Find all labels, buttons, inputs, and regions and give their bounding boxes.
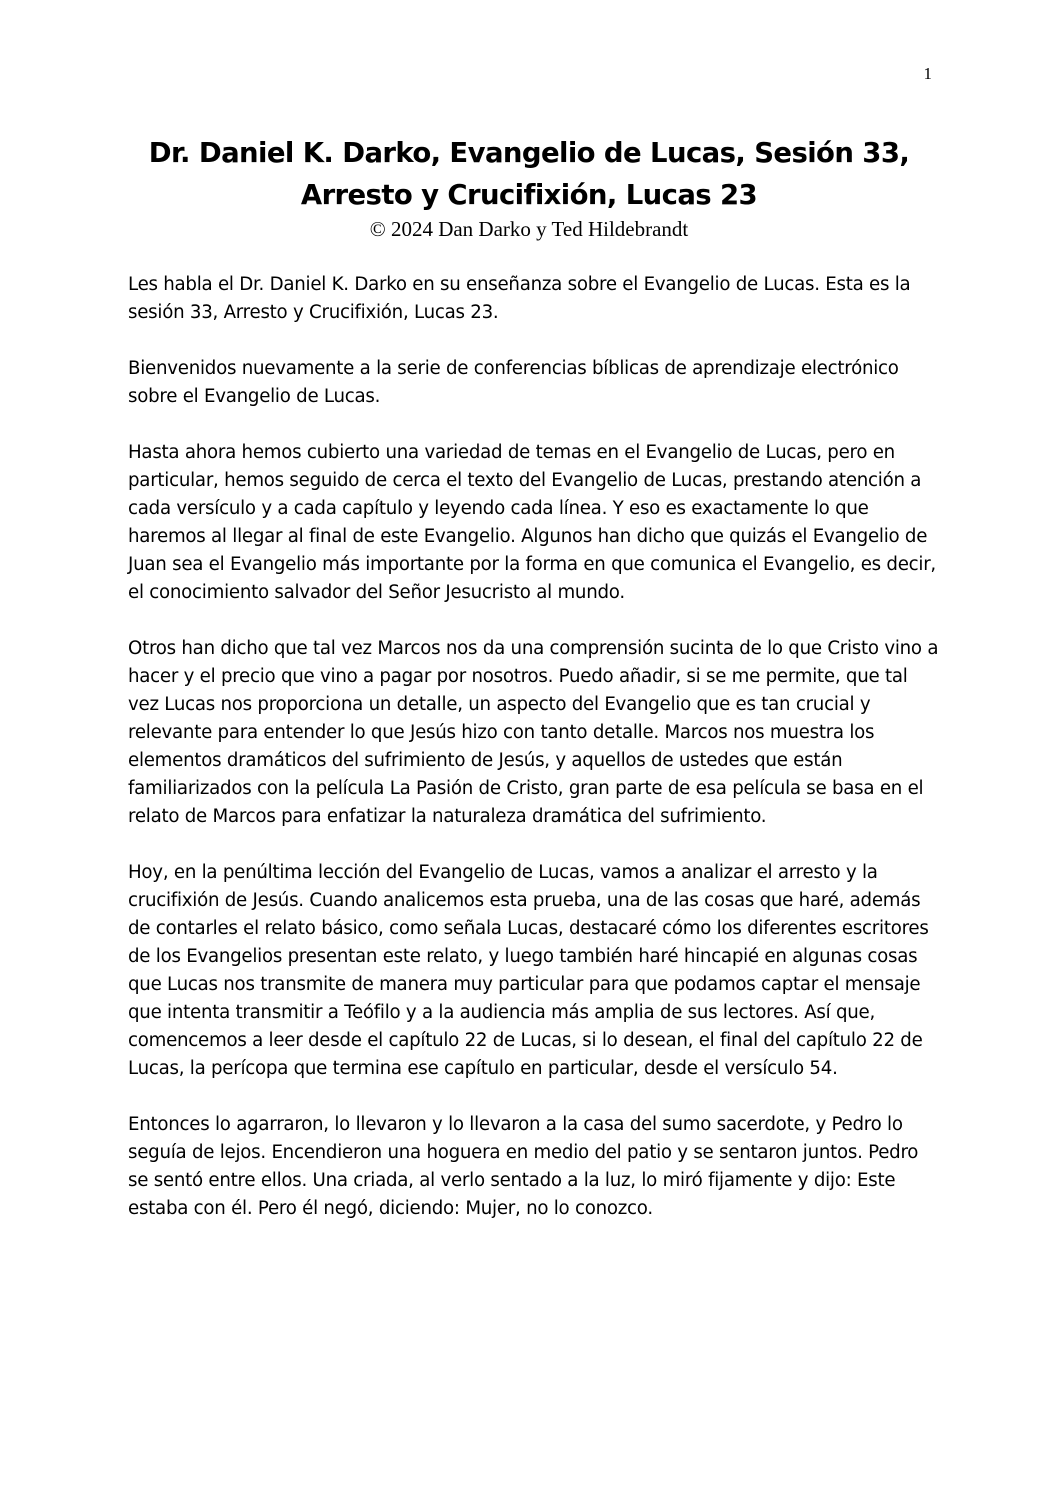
- copyright-notice: © 2024 Dan Darko y Ted Hildebrandt: [369, 217, 689, 241]
- document-body: [128, 271, 943, 1251]
- paragraph: Hoy, en la penúltima lección del Evangelio de Lucas, vamos a analizar el arresto y la crucifixión de Jesús. Cuando analicemos esta prueba, una de las cosas que haré, además de contarles el relato básico, como señala Lucas, destacaré cómo los diferentes escritores de los Evangelios presentan este relato, y luego también haré hincapié en algunas cosas que Lucas nos transmite de manera muy particular para que podamos captar el mensaje que intenta transmitir a Teófilo y a la audiencia más amplia de sus lectores. Así que, comencemos a leer desde el capítulo 22 de Lucas, si lo desean, el final del capítulo 22 de Lucas, la perícopa que termina ese capítulo en particular, desde el versículo 54.: [128, 862, 929, 1079]
- title-line-1: Dr. Daniel K. Darko, Evangelio de Lucas, Sesión 33,: [148, 137, 910, 169]
- paragraph: Bienvenidos nuevamente a la serie de conferencias bíblicas de aprendizaje electrónico sobre el Evangelio de Lucas.: [128, 358, 899, 407]
- title-line-2: Arresto y Crucifixión, Lucas 23: [300, 179, 758, 211]
- paragraph: Otros han dicho que tal vez Marcos nos da una comprensión sucinta de lo que Cristo vino a hacer y el precio que vino a pagar por nosotros. Puedo añadir, si se me permite, que tal vez Lucas nos proporciona un detalle, un aspecto del Evangelio que es tan crucial y relevante para entender lo que Jesús hizo con tanto detalle. Marcos nos muestra los elementos dramáticos del sufrimiento de Jesús, y aquellos de ustedes que están familiarizados con la película La Pasión de Cristo, gran parte de esa película se basa en el relato de Marcos para enfatizar la naturaleza dramática del sufrimiento.: [128, 638, 939, 827]
- paragraph: Les habla el Dr. Daniel K. Darko en su enseñanza sobre el Evangelio de Lucas. Esta es la sesión 33, Arresto y Crucifixión, Lucas 23.: [128, 274, 911, 323]
- document-title: [100, 132, 958, 216]
- paragraph: Hasta ahora hemos cubierto una variedad de temas en el Evangelio de Lucas, pero en particular, hemos seguido de cerca el texto del Evangelio de Lucas, prestando atención a cada versículo y a cada capítulo y leyendo cada línea. Y eso es exactamente lo que haremos al llegar al final de este Evangelio. Algunos han dicho que quizás el Evangelio de Juan sea el Evangelio más importante por la forma en que comunica el Evangelio, es decir, el conocimiento salvador del Señor Jesucristo al mundo.: [128, 442, 936, 603]
- page-number: 1: [923, 64, 932, 83]
- paragraph: Entonces lo agarraron, lo llevaron y lo llevaron a la casa del sumo sacerdote, y Pedro lo seguía de lejos. Encendieron una hoguera en medio del patio y se sentaron juntos. Pedro se sentó entre ellos. Una criada, al verlo sentado a la luz, lo miró fijamente y dijo: Este estaba con él. Pero él negó, diciendo: Mujer, no lo conozco.: [128, 1114, 919, 1219]
- title-block: [100, 132, 958, 242]
